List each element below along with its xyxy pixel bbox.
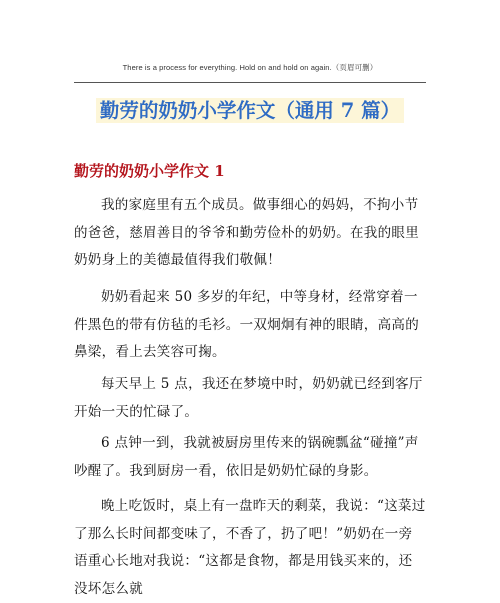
paragraph-text: 6 点钟一到，我就被厨房里传来的锅碗瓢盆“碰撞”声吵醒了。我到厨房一看，依旧是奶奶忙碌的身影。 (74, 435, 419, 479)
document-title-text: 勤劳的奶奶小学作文（通用 7 篇） (96, 98, 404, 123)
body-paragraph-4 (74, 430, 426, 485)
body-paragraph-1 (74, 192, 426, 275)
body-paragraph-3 (74, 371, 426, 426)
body-paragraph-5 (74, 493, 426, 603)
header-divider (74, 82, 426, 83)
paragraph-text: 每天早上 5 点，我还在梦境中时，奶奶就已经到客厅开始一天的忙碌了。 (74, 376, 423, 420)
body-paragraph-2 (74, 284, 426, 367)
paragraph-text: 晚上吃饭时，桌上有一盘昨天的剩菜，我说：“这菜过了那么长时间都变味了，不香了，扔了吧！”奶奶在一旁语重心长地对我说：“这都是食物，都是用钱买来的，还没坏怎么就 (74, 498, 426, 597)
paragraph-text: 我的家庭里有五个成员。做事细心的妈妈，不拘小节的爸爸，慈眉善目的爷爷和勤劳俭朴的奶奶。在我的眼里奶奶身上的美德最值得我们敬佩！ (74, 197, 419, 268)
paragraph-text: 奶奶看起来 50 多岁的年纪，中等身材，经常穿着一件黑色的带有仿毡的毛衫。一双炯炯有神的眼睛，高高的鼻梁，看上去笑容可掬。 (74, 289, 419, 360)
document-title (0, 96, 500, 126)
page-header-note: There is a process for everything. Hold on and hold on again.（页眉可删） (122, 63, 378, 72)
section-title: 勤劳的奶奶小学作文 1 (74, 162, 225, 180)
